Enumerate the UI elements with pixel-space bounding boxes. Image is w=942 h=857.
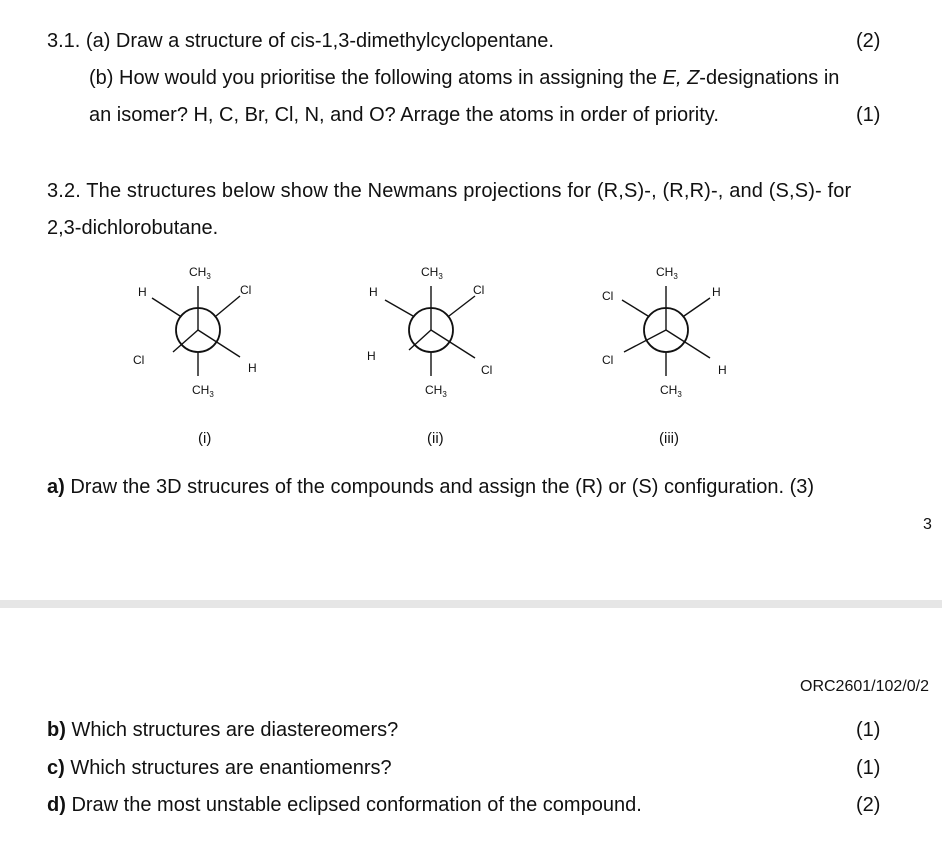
back-bond-topright-ii [449,296,475,316]
structure-label-ii: (ii) [427,430,444,447]
atom-back-bottom-ii: $CH_3$ [425,383,447,399]
q31b-line1-pre: (b) How would you prioritise the following atoms in assigning the [89,67,663,89]
newman-svg-ii [303,256,563,416]
back-bond-topleft-i [152,298,180,316]
q32c-marks: (1) [856,757,881,779]
page-number: 3 [923,516,932,533]
q32a-bold: a) [47,476,65,498]
q31a-marks: (2) [856,30,881,52]
newman-projection-i [68,256,328,416]
atom-front-bottomleft-ii: H [367,349,376,363]
newman-svg-iii [538,256,798,416]
q32b-line [47,718,398,742]
q31b-line2: an isomer? H, C, Br, Cl, N, and O? Arrage the atoms in order of priority. [89,104,719,126]
atom-back-topright-i: Cl [240,283,252,297]
back-bond-topleft-ii [385,300,413,316]
newman-projection-iii [538,256,798,416]
atom-front-bottomright-i: H [248,361,257,375]
q31b-line1-post: -designations in [699,67,840,89]
atom-front-top-ii: $CH_3$ [421,265,443,281]
q32d-bold: d) [47,794,66,816]
q32c-bold: c) [47,757,65,779]
atom-back-topleft-iii: Cl [602,289,614,303]
atom-front-top-iii: $CH_3$ [656,265,678,281]
q32b-text: Which structures are diastereomers? [65,719,399,741]
back-bond-topright-iii [684,298,710,316]
atom-front-top-i: $CH_3$ [189,265,211,281]
atom-back-bottom-iii: $CH_3$ [660,383,682,399]
structure-label-i: (i) [198,430,212,447]
atom-front-bottomleft-iii: Cl [602,353,614,367]
page-divider [0,600,942,608]
q32-intro-line2: 2,3-dichlorobutane. [47,217,219,239]
q32-intro-line1: 3.2. The structures below show the Newmans projections for (R,S)-, (R,R)-, and (S,S)- for [47,180,852,202]
q32a-line [47,475,814,499]
newman-svg-i [68,256,328,416]
q31a-text: 3.1. (a) Draw a structure of cis-1,3-dimethylcyclopentane. [47,30,554,52]
q32d-line [47,793,642,817]
atom-back-bottom-i: $CH_3$ [192,383,214,399]
module-code: ORC2601/102/0/2 [800,678,929,695]
atom-back-topright-ii: Cl [473,283,485,297]
atom-back-topleft-i: H [138,285,147,299]
structure-label-iii: (iii) [659,430,679,447]
q32c-line [47,756,392,780]
q32d-marks: (2) [856,794,881,816]
back-bond-topleft-iii [622,300,648,316]
q31b-ez-italic: E, Z [662,67,700,89]
atom-front-bottomright-iii: H [718,363,727,377]
q32b-bold: b) [47,719,66,741]
q32b-marks: (1) [856,719,881,741]
back-bond-topright-i [216,296,240,316]
q31b-line1 [89,66,839,90]
q31b-marks: (1) [856,104,881,126]
atom-back-topleft-ii: H [369,285,378,299]
atom-front-bottomright-ii: Cl [481,363,493,377]
q32a-text: Draw the 3D strucures of the compounds and assign the (R) or (S) configuration. (3) [64,476,815,498]
q32c-text: Which structures are enantiomenrs? [64,757,392,779]
newman-projection-ii [303,256,563,416]
atom-back-topright-iii: H [712,285,721,299]
atom-front-bottomleft-i: Cl [133,353,145,367]
q32d-text: Draw the most unstable eclipsed conformation of the compound. [65,794,642,816]
